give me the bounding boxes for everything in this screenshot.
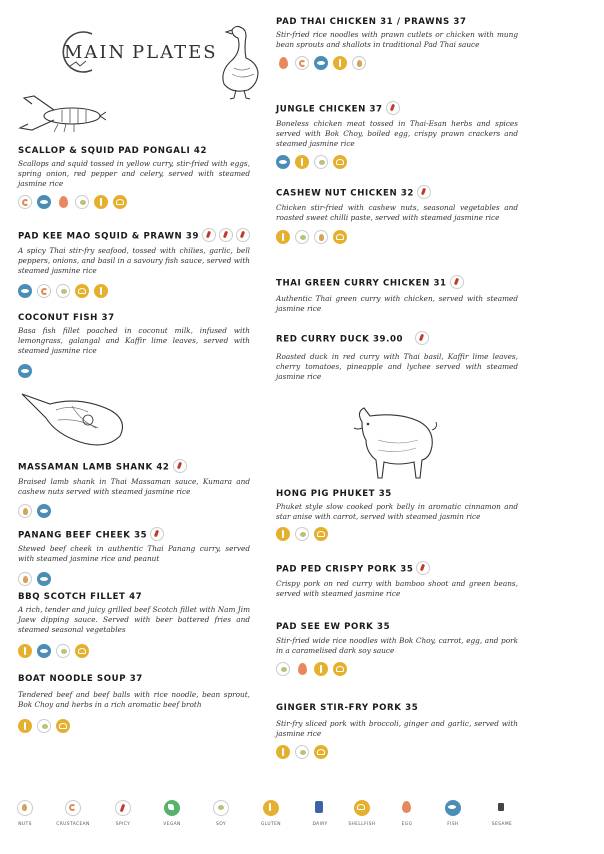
dish-title: PAD SEE EW PORK 35 [276,622,391,632]
legend-label: FISH [447,822,459,827]
allergen-icons [276,56,518,70]
legend-label: CRUSTACEAN [56,822,90,827]
dish-title: GINGER STIR-FRY PORK 35 [276,703,419,713]
gluten-icon [18,644,32,658]
fish-icon [37,195,51,209]
chili-icon [219,228,233,242]
dish-coconut [18,313,250,378]
spicy-icon [115,800,131,816]
legend-item-vegan [152,800,192,827]
crustacean-icon [295,56,309,70]
shellfish-icon [333,230,347,244]
soy-icon [213,800,229,816]
egg-icon [399,800,415,816]
dish-title-row [276,332,518,346]
dish-title: PAD PED CRISPY PORK 35 [276,564,414,575]
fish-icon [314,56,328,70]
dish-description: Crispy pork on red curry with bamboo shoot and green beans, served with steamed jasmine rice [276,579,518,598]
legend-item-gluten [251,800,291,827]
legend-label: SESAME [491,822,513,827]
legend-item-dairy [300,800,340,827]
legend-item-sesame [482,800,522,827]
dish-description: Braised lamb shank in Thai Massaman sauce, Kumara and cashew nuts served with steamed jasmine rice [18,477,250,496]
gluten-icon [94,195,108,209]
allergen-icons [18,719,250,733]
allergen-icons [276,230,518,244]
chili-icon [386,101,400,115]
shellfish-icon [333,662,347,676]
fish-icon [37,572,51,586]
soy-icon [37,719,51,733]
allergen-icons [276,662,518,676]
soy-icon [295,230,309,244]
soy-icon [295,745,309,759]
legend-item-crustacean [53,800,93,827]
dish-description: A rich, tender and juicy grilled beef Scotch fillet with Nam Jim Jaew dipping sauce. Served with beer battered fries and steamed seasonal vegetables [18,605,250,634]
dish-description: Stewed beef cheek in authentic Thai Panang curry, served with steamed jasmine rice and peanut [18,544,250,563]
dish-description: Tendered beef and beef balls with rice noodle, bean sprout, Bok Choy and herbs in a rich aromatic beef broth [18,690,250,709]
dish-title: HONG PIG PHUKET 35 [276,489,392,499]
shellfish-icon [75,284,89,298]
allergen-icons [18,572,250,586]
soy-icon [295,527,309,541]
legend-item-egg [387,800,427,827]
dish-title-row [276,102,518,116]
dish-padped [276,562,518,599]
dish-padsee [276,622,518,676]
gluten-icon [263,800,279,816]
shellfish-icon [75,644,89,658]
gluten-icon [94,284,108,298]
lobster-illustration [14,90,106,138]
allergen-icons [18,644,250,658]
chili-icon [173,459,187,473]
dish-title-row [18,528,250,542]
dish-boat [18,674,250,733]
dish-description: Scallops and squid tossed in yellow curry, stir-fried with eggs, spring onion, red pepper and celery, served with steamed jasmine rice [18,159,250,188]
soy-icon [75,195,89,209]
dish-title-row [18,229,250,243]
dish-title: PAD KEE MAO SQUID & PRAWN 39 [18,231,200,242]
dish-padthai [276,17,518,70]
soy-icon [56,644,70,658]
dish-description: Stir-fry sliced pork with broccoli, ginger and garlic, served with jasmine rice [276,719,518,738]
dish-title: MASSAMAN LAMB SHANK 42 [18,462,170,473]
nut-icon [17,800,33,816]
legend-item-spicy [103,800,143,827]
shellfish-icon [333,155,347,169]
crustacean-icon [65,800,81,816]
gluten-icon [276,745,290,759]
dish-hongpig [276,489,518,541]
allergen-icons [276,745,518,759]
fish-icon [18,284,32,298]
fish-icon [18,364,32,378]
chili-icon [450,275,464,289]
dish-title: BBQ SCOTCH FILLET 47 [18,592,143,602]
chili-icon [415,331,429,345]
chili-icon [416,561,430,575]
dish-title-row [276,562,518,576]
goose-illustration [212,22,266,100]
fish-icon [37,504,51,518]
crustacean-icon [37,284,51,298]
legend-label: VEGAN [163,822,181,827]
dish-description: Boneless chicken meat tossed in Thai-Esan herbs and spices served with Bok Choy, boiled egg, crispy prawn crackers and steamed jasmine rice [276,119,518,148]
pig-illustration [348,400,438,484]
legend-item-nuts [5,800,45,827]
allergen-icons [18,504,250,518]
dish-green-curry [276,276,518,314]
chili-icon [202,228,216,242]
allergen-icons [18,364,250,378]
dish-description: Stir-fried wide rice noodles with Bok Choy, carrot, egg, and pork in a caramelised dark soy sauce [276,636,518,655]
dish-description: Stir-fried rice noodles with prawn cutlets or chicken with mung bean sprouts and shallots in traditional Pad Thai sauce [276,30,518,49]
sesame-icon [494,800,510,816]
fish-icon [445,800,461,816]
nut-icon [352,56,366,70]
dish-panang [18,528,250,586]
meat-cleaver-illustration [18,386,136,448]
nut-icon [18,572,32,586]
shellfish-icon [113,195,127,209]
dish-title: RED CURRY DUCK 39.00 [276,334,404,345]
dish-description: A spicy Thai stir-fry seafood, tossed with chilies, garlic, bell peppers, onions, and basil in a savoury fish sauce, served with steamed jasmine rice [18,246,250,275]
legend-label: NUTS [18,822,32,827]
gluten-icon [276,230,290,244]
egg-icon [295,662,309,676]
shellfish-icon [314,527,328,541]
dish-jungle [276,102,518,169]
dish-description: Phuket style slow cooked pork belly in aromatic cinnamon and star anise with carrot, served with steamed jasmin rice [276,502,518,521]
chili-icon [236,228,250,242]
dish-description: Roasted duck in red curry with Thai basil, Kaffir lime leaves, cherry tomatoes, pineapple and lychee served with steamed jasmine rice [276,352,518,381]
vegan-icon [164,800,180,816]
crustacean-icon [18,195,32,209]
dish-title: CASHEW NUT CHICKEN 32 [276,188,414,199]
egg-icon [56,195,70,209]
dish-ginger [276,703,518,759]
allergen-icons [276,527,518,541]
legend-item-soy [201,800,241,827]
dish-massaman [18,460,250,518]
dish-padkee [18,229,250,298]
dairy-icon [312,800,328,816]
chili-icon [150,527,164,541]
soy-icon [56,284,70,298]
legend-label: SPICY [115,822,131,827]
gluten-icon [18,719,32,733]
legend-item-shellfish [342,800,382,827]
legend-label: DAIRY [312,822,328,827]
page-title-main: MAIN [64,42,127,63]
dish-bbq [18,592,250,658]
gluten-icon [314,662,328,676]
dish-description: Basa fish fillet poached in coconut milk, infused with lemongrass, galangal and Kaffir lime leaves, served with steamed jasmine rice [18,326,250,355]
dish-title: THAI GREEN CURRY CHICKEN 31 [276,278,447,289]
dish-cashew [276,186,518,244]
gluten-icon [276,527,290,541]
nut-icon [18,504,32,518]
allergen-icons [276,155,518,169]
gluten-icon [295,155,309,169]
page-title-plates: PLATES [132,42,218,63]
nut-icon [314,230,328,244]
dish-duck [276,332,518,382]
legend-label: SHELLFISH [348,822,376,827]
fish-icon [276,155,290,169]
chili-icon [417,185,431,199]
shellfish-icon [56,719,70,733]
dish-title: SCALLOP & SQUID PAD PONGALI 42 [18,146,208,156]
dish-title-row [276,276,518,290]
dish-title-row [18,460,250,474]
header [60,28,218,78]
allergen-icons [18,284,250,298]
allergen-icons [18,195,250,209]
shellfish-icon [354,800,370,816]
legend-item-fish [433,800,473,827]
fish-icon [37,644,51,658]
dish-description: Chicken stir-fried with cashew nuts, seasonal vegetables and roasted sweet chilli paste, served with steamed jasmine rice [276,203,518,222]
legend-label: EGG [401,822,413,827]
dish-scallop [18,146,250,209]
dish-title: PANANG BEEF CHEEK 35 [18,530,148,541]
legend-label: GLUTEN [261,822,281,827]
soy-icon [276,662,290,676]
legend-label: SOY [216,822,226,827]
gluten-icon [333,56,347,70]
dish-title: PAD THAI CHICKEN 31 / PRAWNS 37 [276,17,467,27]
soy-icon [314,155,328,169]
dish-title: BOAT NOODLE SOUP 37 [18,674,143,684]
dish-title: JUNGLE CHICKEN 37 [276,104,383,115]
dish-title: COCONUT FISH 37 [18,313,115,323]
shellfish-icon [314,745,328,759]
egg-icon [276,56,290,70]
dish-title-row [276,186,518,200]
dish-description: Authentic Thai green curry with chicken, served with steamed jasmine rice [276,294,518,313]
